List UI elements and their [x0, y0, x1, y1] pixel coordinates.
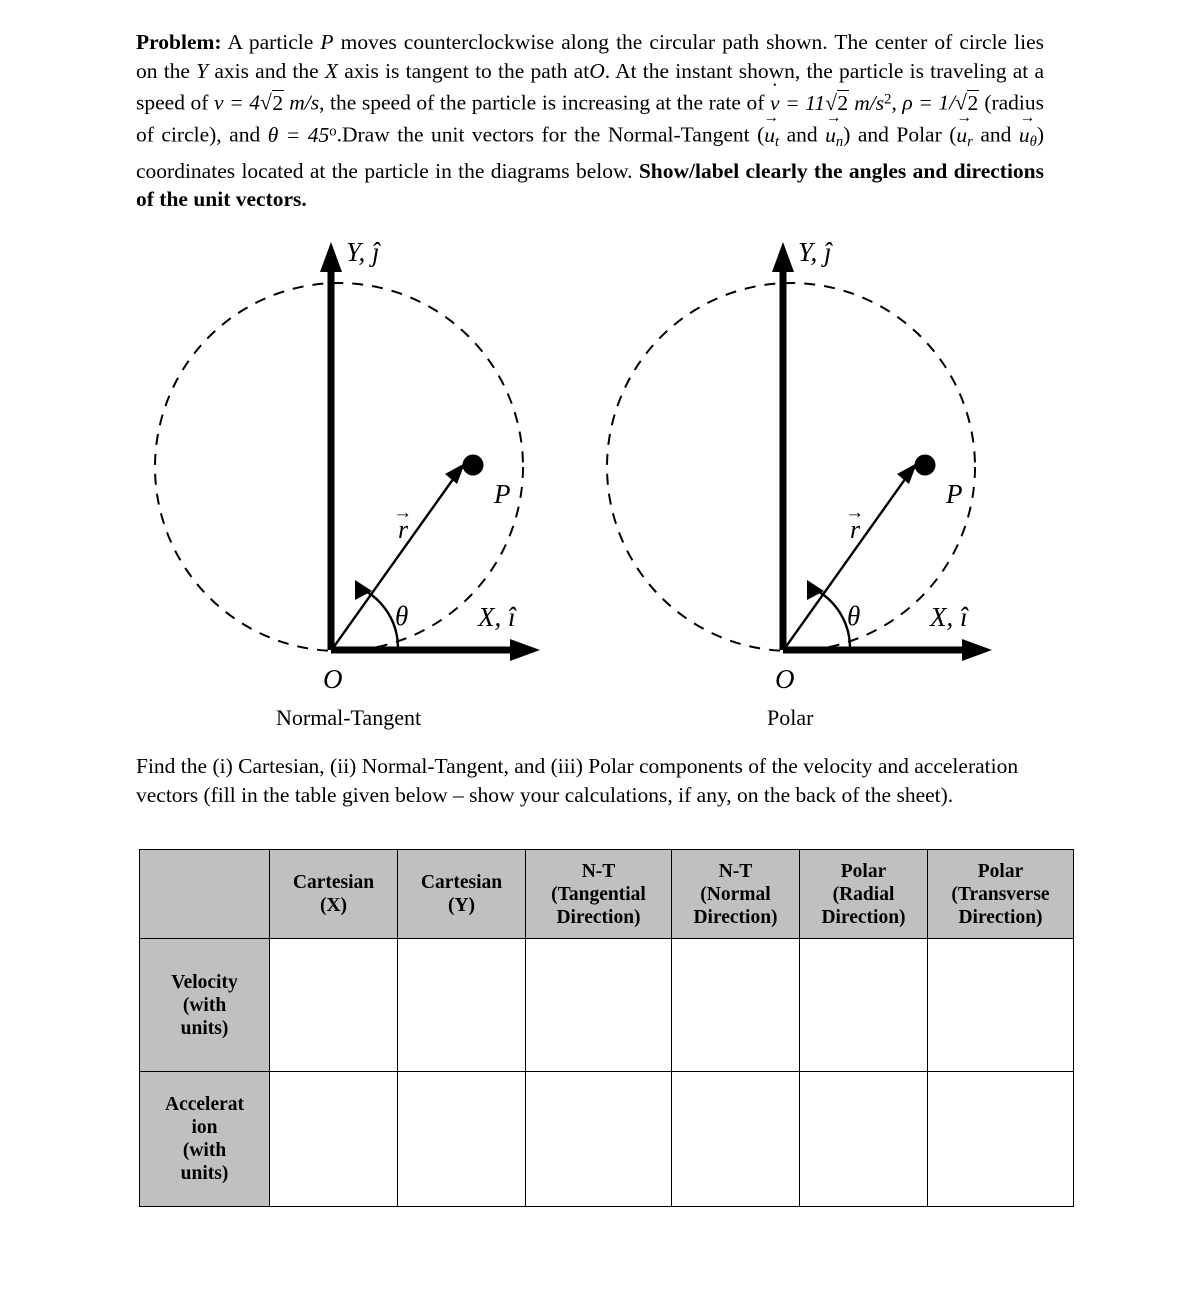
problem-statement: Problem: A particle P moves counterclockwise along the circular path shown. The center of circle lies on the Y axis and the X axis is tangent to the path atO. At the instant shown, the particle is traveling at a speed of v = 4√2 m/s, the speed of the particle is increasing at the rate of v • = 11√2 $m/s^2$, ρ = 1/√2 (radius of circle), and $\theta = 45^o.Draw$ the unit vectors for the Normal-Tangent ($u_t$ → and $u_n$ →) and Polar ($u_r$ → and $u_\theta$ →) coordinates located at the particle in the diagrams below. Show/label clearly the angles and directions of the unit vectors.: [136, 28, 1044, 214]
y-axis-arrowhead: [320, 242, 342, 272]
y-axis-label: Y, ĵ: [798, 237, 832, 267]
cell-velocity-polar-radial[interactable]: [800, 939, 928, 1072]
problem-line2a: axis and the: [214, 58, 319, 83]
problem-label: Problem:: [136, 30, 222, 54]
point-p-label: P: [946, 479, 963, 509]
particle-symbol: P: [320, 30, 334, 54]
header-line: (Transverse: [951, 883, 1050, 905]
row-label-line: (with: [182, 1140, 227, 1161]
cell-acceleration-polar-radial[interactable]: [800, 1072, 928, 1207]
accel-rate-expression: v • = 11√2 $m/s^2$: [770, 91, 891, 115]
row-label-line: units): [180, 1163, 229, 1184]
theta-arc: [360, 588, 398, 648]
x-axis-label: X, î: [478, 602, 516, 632]
header-cartesian-x: [270, 850, 398, 939]
problem-line2b: axis is tangent to the path at: [344, 58, 590, 83]
header-line: Polar: [977, 860, 1024, 882]
header-nt-normal: [672, 850, 800, 939]
cell-acceleration-nt-tangential[interactable]: [526, 1072, 672, 1207]
table-header: [140, 850, 1074, 939]
table-row-velocity: [140, 939, 1074, 1072]
cell-velocity-nt-normal[interactable]: [672, 939, 800, 1072]
diagram-caption: Polar: [767, 705, 814, 730]
cell-velocity-cartesian-x[interactable]: [270, 939, 398, 1072]
diagram-caption: Normal-Tangent: [276, 705, 422, 730]
theta-expression: $\theta = 45^o$: [267, 122, 337, 147]
theta-arc: [812, 588, 850, 648]
header-line: (Radial: [832, 883, 895, 905]
x-axis-arrowhead: [962, 639, 992, 661]
radius-vector-arrowhead: [897, 463, 917, 484]
header-line: N-T: [581, 860, 616, 882]
x-axis-symbol: X: [324, 58, 339, 83]
header-line: Polar: [840, 860, 887, 882]
header-line: (Y): [447, 895, 476, 916]
utheta-symbol: $u_\theta$ →: [1019, 121, 1037, 157]
row-label-line: ion: [191, 1117, 218, 1138]
header-line: Direction): [958, 906, 1043, 928]
cell-velocity-nt-tangential[interactable]: [526, 939, 672, 1072]
row-label-line: units): [180, 1017, 229, 1039]
header-line: (X): [319, 895, 348, 916]
row-label-velocity: [140, 939, 270, 1072]
particle-dot: [463, 455, 484, 476]
x-axis-label: X, î: [930, 602, 968, 632]
rho-expression: ρ = 1/√2: [902, 90, 979, 115]
y-axis-arrowhead: [772, 242, 794, 272]
row-label-line: Velocity: [171, 971, 238, 993]
speed-expression: v = 4√2 m/s: [214, 90, 320, 115]
radius-vector-label: r →: [398, 517, 408, 543]
diagram-polar-graphic: [592, 232, 1052, 732]
origin-label: O: [775, 664, 795, 694]
header-line: Direction): [556, 906, 641, 928]
row-label-acceleration: [140, 1072, 270, 1207]
table-header-row: [140, 850, 1074, 939]
origin-symbol: O: [589, 58, 605, 83]
header-line: (Tangential: [551, 883, 646, 905]
header-line: (Normal: [700, 883, 771, 905]
un-symbol: $u_n$ →: [825, 121, 843, 157]
header-line: Cartesian: [420, 872, 503, 893]
ut-symbol: $u_t$ →: [764, 121, 779, 157]
polar-open: ) and Polar (: [843, 122, 957, 147]
x-axis-arrowhead: [510, 639, 540, 661]
problem-line1a: A particle: [227, 30, 314, 54]
cell-acceleration-cartesian-x[interactable]: [270, 1072, 398, 1207]
theta-label: θ: [847, 601, 861, 631]
y-axis-label: Y, ĵ: [346, 237, 380, 267]
and-1: and: [786, 122, 818, 147]
diagram-normal-tangent: [140, 232, 600, 732]
header-cartesian-y: [398, 850, 526, 939]
cell-velocity-cartesian-y[interactable]: [398, 939, 526, 1072]
find-instruction: Find the (i) Cartesian, (ii) Normal-Tangent, and (iii) Polar components of the velocity and acceleration vectors (fill in the table given below – show your calculations, if any, on the back of the sheet).: [136, 754, 1019, 807]
radius-vector-label: r →: [850, 517, 860, 543]
table-row-acceleration: [140, 1072, 1074, 1207]
problem-line2c: . At the instant shown, the particle is traveling at a speed of: [136, 58, 1045, 115]
speed-tail: , the speed of the particle is increasing at the rate of: [319, 90, 765, 115]
cell-acceleration-polar-transverse[interactable]: [928, 1072, 1074, 1207]
header-line: Direction): [821, 906, 906, 928]
diagram-normal-tangent-graphic: [140, 232, 600, 732]
table-corner-cell: [140, 850, 270, 939]
problem-bold-tail: Show/label clearly the angles and directions of the unit vectors.: [136, 158, 1044, 212]
answer-table: [139, 849, 1074, 1207]
rho-note: (radius of circle), and: [136, 90, 1045, 147]
theta-label: θ: [395, 601, 409, 631]
and-2: and: [980, 122, 1012, 147]
radius-vector-arrowhead: [445, 463, 465, 484]
origin-label: O: [323, 664, 343, 694]
y-axis-symbol: Y: [196, 58, 209, 83]
cell-acceleration-cartesian-y[interactable]: [398, 1072, 526, 1207]
problem-line1b: moves counterclockwise along the circular path shown. The center of circle lies on the: [136, 30, 1044, 83]
particle-dot: [915, 455, 936, 476]
cell-velocity-polar-transverse[interactable]: [928, 939, 1074, 1072]
problem-tail: ) coordinates located at the particle in the diagrams below.: [136, 122, 1045, 183]
diagram-polar: [592, 232, 1052, 732]
header-polar-transverse: [928, 850, 1074, 939]
point-p-label: P: [494, 479, 511, 509]
header-line: N-T: [718, 860, 753, 882]
table-body: [140, 939, 1074, 1207]
row-label-line: (with: [182, 994, 227, 1016]
header-polar-radial: [800, 850, 928, 939]
cell-acceleration-nt-normal[interactable]: [672, 1072, 800, 1207]
row-label-line: Accelerat: [164, 1094, 245, 1115]
header-line: Cartesian: [292, 872, 375, 893]
header-line: Direction): [693, 906, 778, 928]
draw-text: .Draw the unit vectors for the Normal-Tangent (: [336, 122, 765, 147]
ur-symbol: $u_r$ →: [956, 121, 972, 157]
header-nt-tangential: [526, 850, 672, 939]
